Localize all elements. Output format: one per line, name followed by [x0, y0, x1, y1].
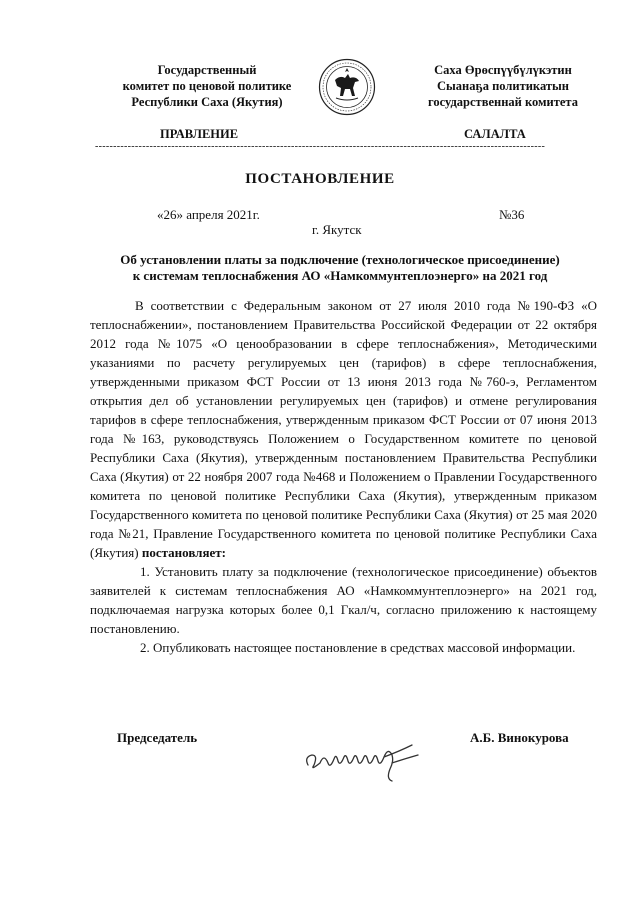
- department-yakut: САЛАЛТА: [464, 127, 526, 141]
- issuer-line: государственнай комитета: [428, 95, 578, 109]
- issuer-line: Саха Өрөспүүбүлүкэтин: [434, 63, 572, 77]
- issuer-line: Республики Саха (Якутия): [131, 95, 283, 109]
- signatory-name: А.Б. Винокурова: [470, 730, 569, 745]
- issuer-line: Сыанаҕа политикатын: [437, 79, 569, 93]
- resolution-item-2: 2. Опубликовать настоящее постановление в средствах массовой информации.: [140, 640, 576, 655]
- department-russian: ПРАВЛЕНИЕ: [160, 127, 239, 141]
- resolves-word: постановляет: [141, 545, 222, 560]
- document-city: г. Якутск: [312, 222, 362, 237]
- handwritten-signature: [300, 735, 430, 785]
- document-number: №36: [499, 207, 525, 222]
- preamble-text: В соответствии с Федеральным законом от 27 июля 2010 года №190-ФЗ «О теплоснабжении», постановлением Правительства Российской Федерации от 22 октября 2012 года №1075 «О ценообразовании в сфере теплоснабжения», Методическими указаниями по расчету регулируемых цен (тарифов) в сфере теплоснабжения, утвержденными приказом ФСТ России от 13 июня 2013 года №760-э, Регламентом открытия дел об установлении регулируемых цен (тарифов) и отмене регулирования тарифов в сфере теплоснабжения, утвержденным приказом ФСТ России от 07 июня 2013 года №163, руководствуясь Положением о Государственном комитете по ценовой Республики Саха (Якутия), утвержденным постановлением Правительства Республики Саха (Якутия) от 22 ноября 2007 года №468 и Положением о Правлении Государственного комитета по ценовой политике Республики Саха (Якутия), утвержденным приказом Государственного комитета по ценовой политике Республики Саха (Якутия) от 25 мая 2020 года №21, Правление Государственного комитета по ценовой политике Республики Саха (Якутия): [90, 298, 597, 560]
- issuer-name-yakut: [388, 62, 618, 110]
- signatory-position: Председатель: [117, 730, 198, 745]
- subject-line: к системам теплоснабжения АО «Намкоммунтеплоэнерго» на 2021 год: [132, 268, 548, 283]
- subject-line: Об установлении платы за подключение (технологическое присоединение): [120, 252, 560, 267]
- resolves-colon: :: [221, 545, 226, 560]
- issuer-line: комитет по ценовой политике: [122, 79, 292, 93]
- resolution-item-1: 1. Установить плату за подключение (технологическое присоединение) объектов заявителей к системам теплоснабжения АО «Намкоммунтеплоэнерго» на 2021 год, подключаемая нагрузка которых более 0,1 Гкал/ч, согласно приложению к настоящему постановлению.: [90, 564, 597, 636]
- issuer-name-russian: [92, 62, 322, 110]
- preamble-paragraph: [90, 296, 597, 562]
- issuer-line: Государственный: [157, 63, 257, 77]
- document-subject: [90, 252, 590, 284]
- document-date: «26» апреля 2021г.: [157, 207, 260, 222]
- document-title: ПОСТАНОВЛЕНИЕ: [245, 171, 395, 187]
- document-body: [90, 296, 597, 657]
- header-separator: ----------------------------------------------------------------------------------------------------------------------------: [95, 141, 546, 149]
- coat-of-arms-emblem: [318, 58, 376, 116]
